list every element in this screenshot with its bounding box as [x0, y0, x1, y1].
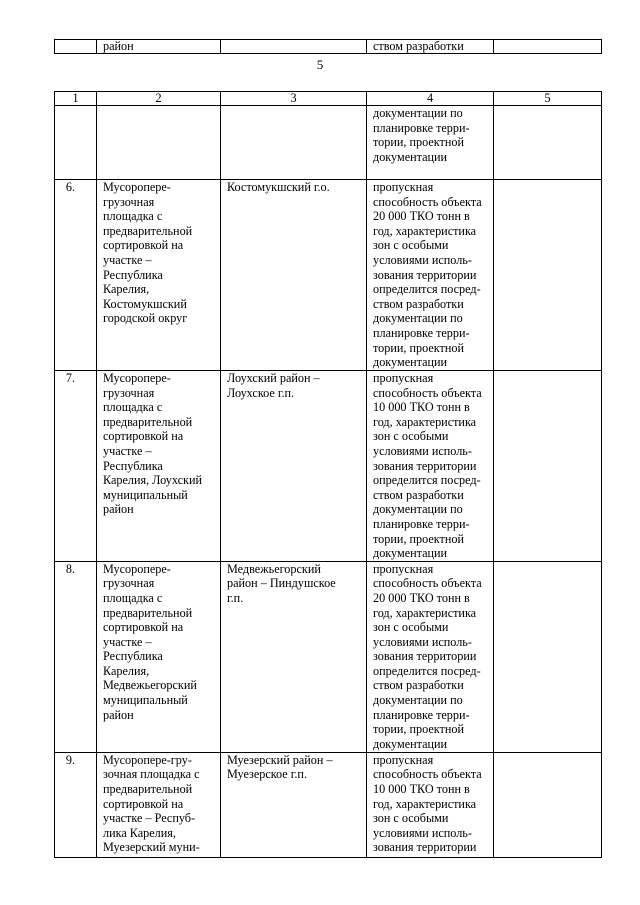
- cell-object: Мусоропере-гру- зочная площадка с предварительной сортировкой на участке – Респуб- лика Карелия, Муезерский муни-: [97, 752, 221, 857]
- cell-number: [55, 40, 97, 54]
- objects-table: [54, 91, 602, 858]
- cell-location: [221, 106, 367, 180]
- table-row: [55, 371, 602, 562]
- cell-note: [494, 371, 602, 562]
- cell-location: Медвежьегорский район – Пиндушское г.п.: [221, 561, 367, 752]
- cell-object: [97, 106, 221, 180]
- cell-location: [221, 40, 367, 54]
- column-header: 3: [221, 92, 367, 106]
- table-header-row: [55, 92, 602, 106]
- cell-description: пропускная способность объекта 10 000 ТКО тонн в год, характеристика зон с особыми условиями исполь- зования территории определится посред- ством разработки документации по планировке терри- тории, проектной документации: [367, 371, 494, 562]
- column-header: 1: [55, 92, 97, 106]
- cell-description: ством разработки: [367, 40, 494, 54]
- table-row: [55, 40, 602, 54]
- cell-object: Мусоропере- грузочная площадка с предварительной сортировкой на участке – Республика Карелия, Костомукшский городской округ: [97, 180, 221, 371]
- cell-description: пропускная способность объекта 20 000 ТКО тонн в год, характеристика зон с особыми условиями исполь- зования территории определится посред- ством разработки документации по планировке терри- тории, проектной документации: [367, 561, 494, 752]
- cell-number: 8.: [55, 561, 97, 752]
- cell-description: пропускная способность объекта 20 000 ТКО тонн в год, характеристика зон с особыми условиями исполь- зования территории определится посред- ством разработки документации по планировке терри- тории, проектной документации: [367, 180, 494, 371]
- page-number: 5: [316, 57, 324, 72]
- cell-number: 9.: [55, 752, 97, 857]
- cell-note: [494, 106, 602, 180]
- cell-note: [494, 40, 602, 54]
- table-row: [55, 106, 602, 180]
- cell-note: [494, 180, 602, 371]
- cell-location: Костомукшский г.о.: [221, 180, 367, 371]
- cell-location: Лоухский район – Лоухское г.п.: [221, 371, 367, 562]
- cell-object: Мусоропере- грузочная площадка с предварительной сортировкой на участке – Республика Карелия, Медвежьегорский муниципальный район: [97, 561, 221, 752]
- column-header: 4: [367, 92, 494, 106]
- previous-table-fragment: [54, 39, 602, 54]
- cell-description: документации по планировке терри- тории, проектной документации: [367, 106, 494, 180]
- cell-location: Муезерский район – Муезерское г.п.: [221, 752, 367, 857]
- cell-object: район: [97, 40, 221, 54]
- cell-description: пропускная способность объекта 10 000 ТКО тонн в год, характеристика зон с особыми условиями исполь- зования территории: [367, 752, 494, 857]
- table-row: [55, 561, 602, 752]
- cell-number: 7.: [55, 371, 97, 562]
- cell-note: [494, 561, 602, 752]
- column-header: 5: [494, 92, 602, 106]
- table-row: [55, 180, 602, 371]
- cell-number: 6.: [55, 180, 97, 371]
- cell-object: Мусоропере- грузочная площадка с предварительной сортировкой на участке – Республика Карелия, Лоухский муниципальный район: [97, 371, 221, 562]
- table-row: [55, 752, 602, 857]
- column-header: 2: [97, 92, 221, 106]
- cell-number: [55, 106, 97, 180]
- cell-note: [494, 752, 602, 857]
